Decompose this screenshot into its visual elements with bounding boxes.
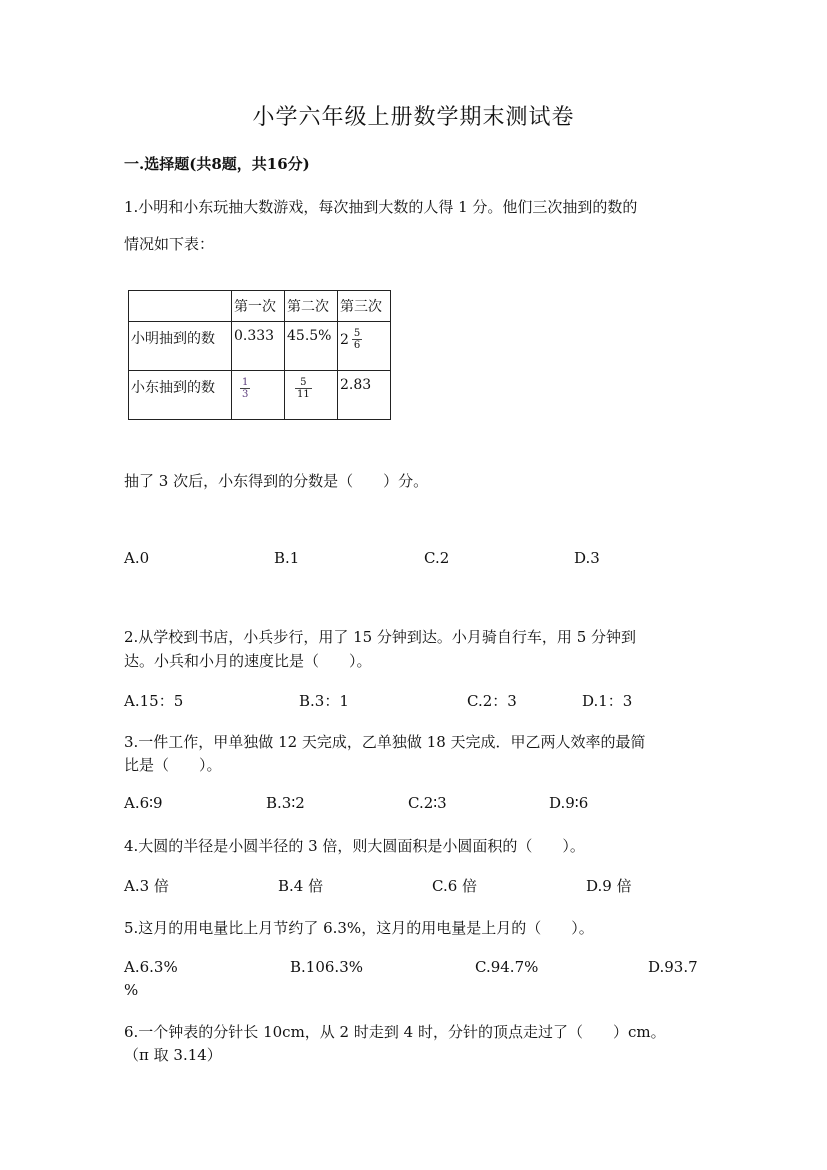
q1-option-d[interactable]: D.3	[574, 549, 600, 567]
fraction-numerator: 5	[353, 328, 361, 339]
table-header-cell: 第三次	[338, 291, 391, 322]
fraction-numerator: 1	[242, 377, 249, 388]
table-row	[129, 371, 391, 420]
q5-option-b[interactable]: B.106.3%	[290, 958, 363, 976]
table-cell: 2.83	[338, 371, 391, 420]
table-row	[129, 322, 391, 371]
q3-option-a[interactable]: A.6∶9	[124, 794, 163, 812]
q4-option-d[interactable]: D.9 倍	[586, 877, 632, 895]
fraction-denominator: 3	[242, 389, 249, 400]
q5-option-a[interactable]: A.6.3%	[124, 958, 178, 976]
q1-option-c[interactable]: C.2	[424, 549, 450, 567]
q5-option-d-wrap: %	[124, 981, 139, 999]
q4-option-a[interactable]: A.3 倍	[124, 877, 169, 895]
q3-option-c[interactable]: C.2∶3	[408, 794, 447, 812]
page-title: 小学六年级上册数学期末测试卷	[252, 105, 575, 130]
q1-option-a[interactable]: A.0	[124, 549, 150, 567]
q6-text-line2: （π 取 3.14）	[124, 1046, 222, 1064]
q4-text-line1: 4.大圆的半径是小圆半径的 3 倍，则大圆面积是小圆面积的（ ）。	[124, 837, 585, 855]
score-table	[128, 290, 391, 420]
q5-text-line1: 5.这月的用电量比上月节约了 6.3%，这月的用电量是上月的（ ）。	[124, 919, 594, 937]
q1-option-b[interactable]: B.1	[274, 549, 300, 567]
row-label: 小东抽到的数	[129, 371, 232, 420]
table-cell-mixed-number	[338, 322, 391, 371]
q2-text-line2: 达。小兵和小月的速度比是（ ）。	[124, 652, 372, 670]
q3-option-b[interactable]: B.3∶2	[266, 794, 305, 812]
q1-text-line2: 情况如下表：	[124, 235, 215, 253]
q2-option-a[interactable]: A.15：5	[124, 692, 184, 710]
table-header-row	[129, 291, 391, 322]
section-heading: 一.选择题(共8题，共16分)	[124, 155, 310, 173]
q1-question: 抽了 3 次后，小东得到的分数是（ ）分。	[124, 472, 429, 490]
fraction-numerator: 5	[295, 377, 312, 389]
mixed-whole: 2	[340, 331, 349, 348]
q1-text-line1: 1.小明和小东玩抽大数游戏，每次抽到大数的人得 1 分。他们三次抽到的数的	[124, 198, 638, 216]
table-header-cell: 第一次	[232, 291, 285, 322]
q2-option-c[interactable]: C.2：3	[467, 692, 517, 710]
table-header-cell	[129, 291, 232, 322]
q3-text-line2: 比是（ ）。	[124, 756, 222, 774]
table-cell-fraction	[285, 371, 338, 420]
table-cell: 0.333	[232, 322, 285, 371]
q3-option-d[interactable]: D.9∶6	[549, 794, 589, 812]
fraction-denominator: 6	[353, 340, 361, 351]
table-cell: 45.5%	[285, 322, 338, 371]
q2-text-line1: 2.从学校到书店，小兵步行，用了 15 分钟到达。小月骑自行车，用 5 分钟到	[124, 628, 637, 646]
fraction	[240, 377, 250, 400]
fraction	[352, 328, 362, 351]
q2-option-b[interactable]: B.3：1	[299, 692, 349, 710]
q4-option-c[interactable]: C.6 倍	[432, 877, 478, 895]
table-header-cell: 第二次	[285, 291, 338, 322]
q5-option-c[interactable]: C.94.7%	[475, 958, 539, 976]
q4-option-b[interactable]: B.4 倍	[278, 877, 324, 895]
q2-option-d[interactable]: D.1：3	[582, 692, 633, 710]
q6-text-line1: 6.一个钟表的分针长 10cm，从 2 时走到 4 时，分针的顶点走过了（ ）cm。	[124, 1023, 666, 1041]
q5-option-d[interactable]: D.93.7	[648, 958, 698, 976]
fraction-denominator: 11	[297, 389, 310, 400]
fraction	[295, 377, 312, 400]
table-cell-fraction	[232, 371, 285, 420]
row-label: 小明抽到的数	[129, 322, 232, 371]
q3-text-line1: 3.一件工作，甲单独做 12 天完成，乙单独做 18 天完成．甲乙两人效率的最简	[124, 733, 646, 751]
